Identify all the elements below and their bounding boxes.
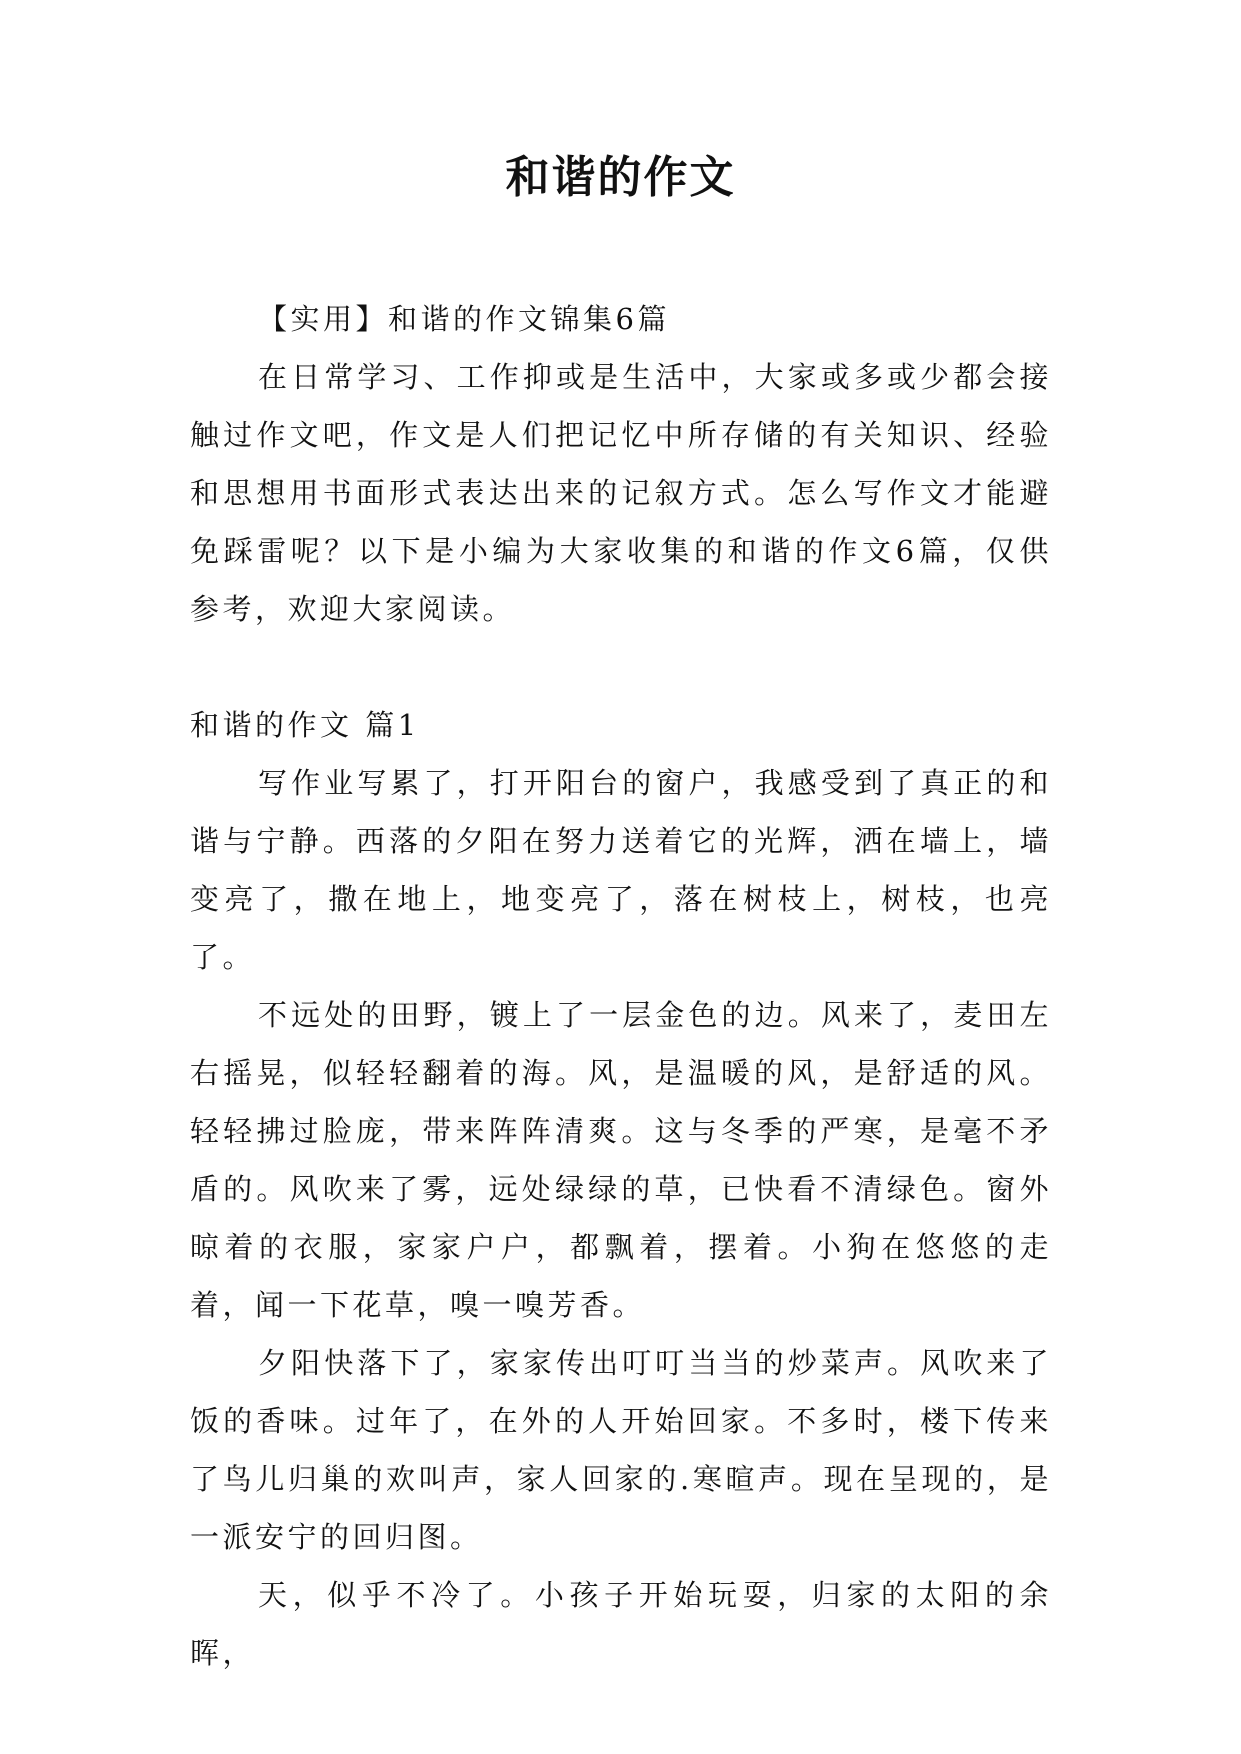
- intro-paragraph: 在日常学习、工作抑或是生活中，大家或多或少都会接触过作文吧，作文是人们把记忆中所存储的有关知识、经验和思想用书面形式表达出来的记叙方式。怎么写作文才能避免踩雷呢？以下是小编为大家收集的和谐的作文6篇，仅供参考，欢迎大家阅读。: [190, 360, 1052, 626]
- section-gap: [190, 638, 1052, 696]
- body-paragraph-4: 天，似乎不冷了。小孩子开始玩耍，归家的太阳的余晖，: [190, 1578, 1052, 1670]
- intro-heading: 【实用】和谐的作文锦集6篇: [258, 302, 670, 336]
- section-heading: 和谐的作文 篇1: [190, 708, 420, 742]
- body-paragraph-2: 不远处的田野，镀上了一层金色的边。风来了，麦田左右摇晃，似轻轻翻着的海。风，是温暖的风，是舒适的风。轻轻拂过脸庞，带来阵阵清爽。这与冬季的严寒，是毫不矛盾的。风吹来了雾，远处绿绿的草，已快看不清绿色。窗外晾着的衣服，家家户户，都飘着，摆着。小狗在悠悠的走着，闻一下花草，嗅一嗅芳香。: [190, 998, 1052, 1322]
- body-paragraph-1: 写作业写累了，打开阳台的窗户，我感受到了真正的和谐与宁静。西落的夕阳在努力送着它的光辉，洒在墙上，墙变亮了，撒在地上，地变亮了，落在树枝上，树枝，也亮了。: [190, 766, 1052, 974]
- document-body: [190, 290, 1052, 1682]
- document-title: 和谐的作文: [505, 152, 736, 203]
- body-paragraph-3: 夕阳快落下了，家家传出叮叮当当的炒菜声。风吹来了饭的香味。过年了，在外的人开始回家。不多时，楼下传来了鸟儿归巢的欢叫声，家人回家的.寒暄声。现在呈现的，是一派安宁的回归图。: [190, 1346, 1052, 1554]
